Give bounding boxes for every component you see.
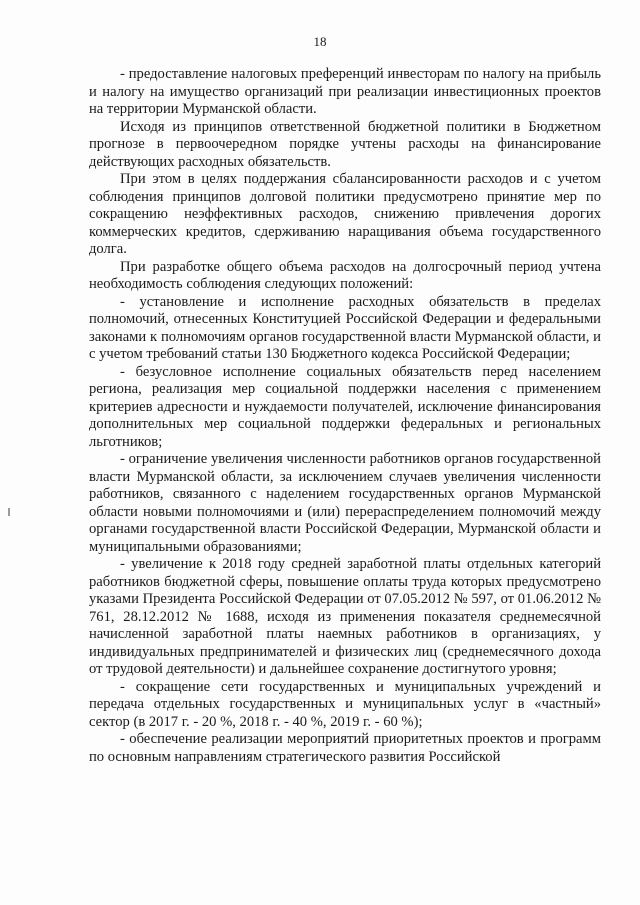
paragraph: При разработке общего объема расходов на долгосрочный период учтена необходимость соблюдения следующих положений: (89, 258, 601, 292)
list-item: - сокращение сети государственных и муниципальных учреждений и передача отдельных государственных и муниципальных услуг в «частный» сектор (в 2017 г. - 20 %, 2018 г. - 40 %, 2019 г. - 60 %); (89, 678, 601, 730)
list-item: - обеспечение реализации мероприятий приоритетных проектов и программ по основным направлениям стратегического развития Российской (89, 731, 601, 765)
margin-mark (8, 508, 10, 516)
document-body (89, 66, 601, 766)
paragraph: Исходя из принципов ответственной бюджетной политики в Бюджетном прогнозе в первоочередном порядке учтены расходы на финансирование действующих расходных обязательств. (89, 118, 601, 170)
list-item: - увеличение к 2018 году средней заработной платы отдельных категорий работников бюджетной сферы, повышение оплаты труда которых предусмотрено указами Президента Российской Федерации от 07.05.2012 № 597, от 01.06.2012 № 761, 28.12.2012 № 1688, исходя из применения показателя среднемесячной начисленной заработной платы наемных работников в организациях, у индивидуальных предпринимателей и физических лиц (среднемесячного дохода от трудовой деятельности) и дальнейшее сохранение достигнутого уровня; (89, 556, 601, 677)
paragraph: - предоставление налоговых преференций инвесторам по налогу на прибыль и налогу на имущество организаций при реализации инвестиционных проектов на территории Мурманской области. (89, 66, 601, 117)
list-item: - ограничение увеличения численности работников органов государственной власти Мурманской области, за исключением случаев увеличения численности работников, связанного с наделением государственных органов Мурманской области новыми полномочиями и (или) перераспределением полномочий между органами государственной власти Российской Федерации, Мурманской области и муниципальными образованиями; (89, 451, 601, 555)
paragraph: При этом в целях поддержания сбалансированности расходов и с учетом соблюдения принципов долговой политики предусмотрено принятие мер по сокращению неэффективных расходов, снижению привлечения дорогих коммерческих кредитов, сдерживанию наращивания объема государственного долга. (89, 171, 601, 257)
page-number: 18 (313, 34, 327, 49)
list-item: - установление и исполнение расходных обязательств в пределах полномочий, отнесенных Конституцией Российской Федерации и федеральными законами к полномочиям органов государственной власти Мурманской области, и с учетом требований статьи 130 Бюджетного кодекса Российской Федерации; (89, 293, 601, 362)
list-item: - безусловное исполнение социальных обязательств перед населением региона, реализация мер социальной поддержки населения с применением критериев адресности и нуждаемости получателей, исключение финансирования дополнительных мер социальной поддержки федеральных и региональных льготников; (89, 363, 601, 450)
